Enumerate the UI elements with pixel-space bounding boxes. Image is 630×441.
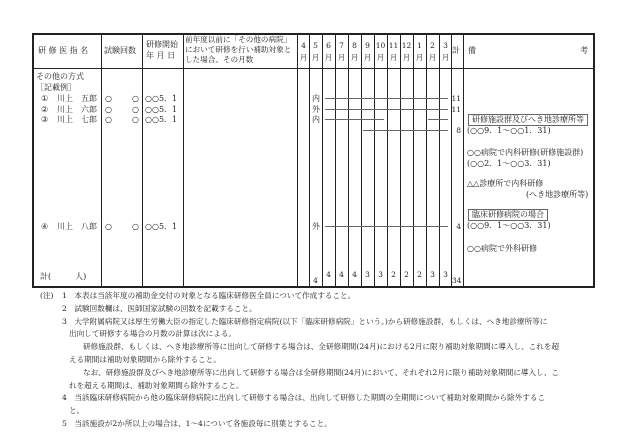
col-divider xyxy=(413,33,414,287)
remarks-box-facility-group: 研修施設群及びへき地診療所等 xyxy=(468,114,588,126)
month-header: 月 xyxy=(299,53,308,62)
col-divider xyxy=(142,33,143,287)
col-divider xyxy=(309,33,310,287)
col-divider xyxy=(374,33,375,287)
month-total: 4 xyxy=(313,276,318,285)
month-header: 11 xyxy=(388,41,399,50)
month-header: 月 xyxy=(441,53,450,62)
month-total: 3 xyxy=(443,270,448,279)
example-label: ［記載例］ xyxy=(36,83,76,92)
row-number: ② xyxy=(41,105,49,114)
period-line-row4 xyxy=(325,226,448,227)
month-header: 8 xyxy=(352,41,357,50)
col-divider xyxy=(297,33,298,287)
remarks-text: △△診療所で内科研修 xyxy=(467,179,544,188)
exam-count-b: ○ xyxy=(132,222,139,231)
note-line: と。 xyxy=(69,406,85,415)
exam-count-b: ○ xyxy=(132,115,139,124)
month-header: 1 xyxy=(417,41,422,50)
row-number: ① xyxy=(41,94,49,103)
header-divider xyxy=(32,68,595,69)
month-header: 4 xyxy=(301,41,306,50)
month-header: 月 xyxy=(363,53,372,62)
remarks-box-clinical-hospital: 臨床研修病院の場合 xyxy=(468,209,548,221)
month-header: 10 xyxy=(375,41,386,50)
note-line: 研修施設群、もしくは、へき地診療所等に出向して研修する場合は、全研修期間(24月)における2月に限り補助対象期間に導入し、これを超 xyxy=(83,342,560,351)
table-top-border xyxy=(32,33,595,35)
note-line: える期間は補助対象期間から除外すること。 xyxy=(69,355,221,364)
month-header: 月 xyxy=(415,53,424,62)
exam-count-a: ○ xyxy=(105,222,112,231)
table-bottom-border xyxy=(32,286,595,288)
month-total: 3 xyxy=(430,270,435,279)
month-header: 月 xyxy=(324,53,333,62)
note-line: 4 当該臨床研修病院から他の臨床研修病院に出向して研修する場合は、出向して研修した期間の全期間について補助対象期間から除外するこ xyxy=(62,393,546,402)
training-type: 内 xyxy=(312,94,320,103)
month-header: 月 xyxy=(350,53,359,62)
col-divider xyxy=(335,33,336,287)
exam-count-a: ○ xyxy=(105,94,112,103)
month-header: 3 xyxy=(443,41,448,50)
trainee-name: 川上 五郎 xyxy=(57,94,97,103)
training-type: 内 xyxy=(312,115,320,124)
start-date: ○○5．1 xyxy=(145,105,178,114)
period-line-row2 xyxy=(325,109,448,110)
col-divider xyxy=(387,33,388,287)
col-divider xyxy=(361,33,362,287)
month-total: 2 xyxy=(417,270,422,279)
col-divider xyxy=(101,33,102,287)
col-divider xyxy=(451,33,452,287)
header-prior-2: において研修を行い補助対象と xyxy=(185,45,292,54)
trainee-name: 川上 八郎 xyxy=(57,222,97,231)
period-line-row1 xyxy=(325,98,448,99)
header-prior-3: した場合、その月数 xyxy=(185,55,254,64)
training-type: 外 xyxy=(312,105,320,114)
training-type: 外 xyxy=(312,222,320,231)
month-header: 12 xyxy=(401,41,412,50)
start-date: ○○5．1 xyxy=(145,115,178,124)
exam-count-a: ○ xyxy=(105,115,112,124)
start-date: ○○5．1 xyxy=(145,94,178,103)
month-header: 月 xyxy=(376,53,385,62)
month-total: 2 xyxy=(391,270,396,279)
month-total: 4 xyxy=(352,270,357,279)
month-header: 7 xyxy=(339,41,344,50)
remarks-text: (○○9．1～○○3．31) xyxy=(467,221,551,230)
total-people-label: 計( 人) xyxy=(40,272,87,281)
exam-count-b: ○ xyxy=(132,94,139,103)
col-divider xyxy=(322,33,323,287)
month-header: 月 xyxy=(311,53,320,62)
header-prior-1: 前年度以前に「その他の病院」 xyxy=(185,35,292,44)
month-header: 5 xyxy=(313,41,318,50)
month-header: 2 xyxy=(430,41,435,50)
remarks-text: (○○9．1～○○1．31) xyxy=(467,126,551,135)
month-header: 月 xyxy=(428,53,437,62)
header-start-2: 年 月 日 xyxy=(146,51,176,60)
note-line: 3 大学附属病院又は厚生労働大臣の指定した臨床研修指定病院(以下「臨床研修病院」という。)から研修施設群、もしくは、へき地診療所等に xyxy=(62,317,548,326)
row-number: ④ xyxy=(41,222,49,231)
remarks-text: ○○病院で内科研修(研修施設群) xyxy=(467,148,584,157)
period-line-row3c xyxy=(363,130,448,131)
month-header: 6 xyxy=(326,41,331,50)
row-number: ③ xyxy=(41,115,49,124)
grand-total: 34 xyxy=(452,276,462,285)
note-line: れを超える期間は、補助対象期間ら除外すること。 xyxy=(69,381,244,390)
note-line: なお、研修施設群及びへき地診療所等に出向して研修する場合は全研修期間(24月)において、それぞれ2月に限り補助対象期間に導入し、こ xyxy=(83,368,559,377)
header-exam-count: 試験回数 xyxy=(104,46,136,55)
month-header: 9 xyxy=(365,41,370,50)
exam-count-a: ○ xyxy=(105,105,112,114)
header-remarks-2: 考 xyxy=(580,46,588,55)
remarks-text: (へき地診療所等) xyxy=(526,190,589,199)
month-header: 月 xyxy=(402,53,411,62)
table-right-border xyxy=(593,33,595,288)
exam-count-b: ○ xyxy=(132,105,139,114)
header-name: 研 修 医 指 名 xyxy=(38,46,89,55)
note-line: 出向して研修する場合の月数の計算は次による。 xyxy=(69,329,237,338)
remarks-text: ○○病院で外科研修 xyxy=(467,244,537,253)
period-line-row3b xyxy=(428,119,448,120)
col-divider xyxy=(400,33,401,287)
method-label: その他の方式 xyxy=(36,72,84,81)
note-line: 1 本表は当該年度の補助金交付の対象となる臨床研修医全員について作成すること。 xyxy=(62,291,356,300)
trainee-name: 川上 七郎 xyxy=(57,115,97,124)
period-line-row3a xyxy=(325,119,384,120)
row-total: 4 xyxy=(456,222,461,231)
col-divider xyxy=(348,33,349,287)
note-line: 2 試験回数欄は、医師国家試験の回数を記載すること。 xyxy=(62,304,257,313)
col-divider xyxy=(426,33,427,287)
notes-label: (注) xyxy=(40,291,54,300)
start-date: ○○5．1 xyxy=(145,222,178,231)
month-header: 月 xyxy=(389,53,398,62)
month-total: 3 xyxy=(365,270,370,279)
month-total: 2 xyxy=(404,270,409,279)
month-total: 4 xyxy=(339,270,344,279)
row-total: 11 xyxy=(451,94,461,103)
remarks-text: (○○2．1～○○3．31) xyxy=(467,159,551,168)
header-total: 計 xyxy=(452,46,460,55)
row-total: 11 xyxy=(451,105,461,114)
header-remarks-1: 備 xyxy=(468,46,476,55)
month-header: 月 xyxy=(337,53,346,62)
table-left-border xyxy=(32,33,34,288)
col-divider xyxy=(439,33,440,287)
month-total: 4 xyxy=(326,270,331,279)
month-total: 3 xyxy=(378,270,383,279)
trainee-name: 川上 六郎 xyxy=(57,105,97,114)
row-total: 8 xyxy=(456,126,461,135)
note-line: 5 当該施設が2か所以上の場合は、1～4について各施設毎に別葉とすること。 xyxy=(62,419,332,428)
col-divider xyxy=(463,33,464,287)
header-start-1: 研修開始 xyxy=(146,40,178,49)
col-divider xyxy=(183,33,184,287)
